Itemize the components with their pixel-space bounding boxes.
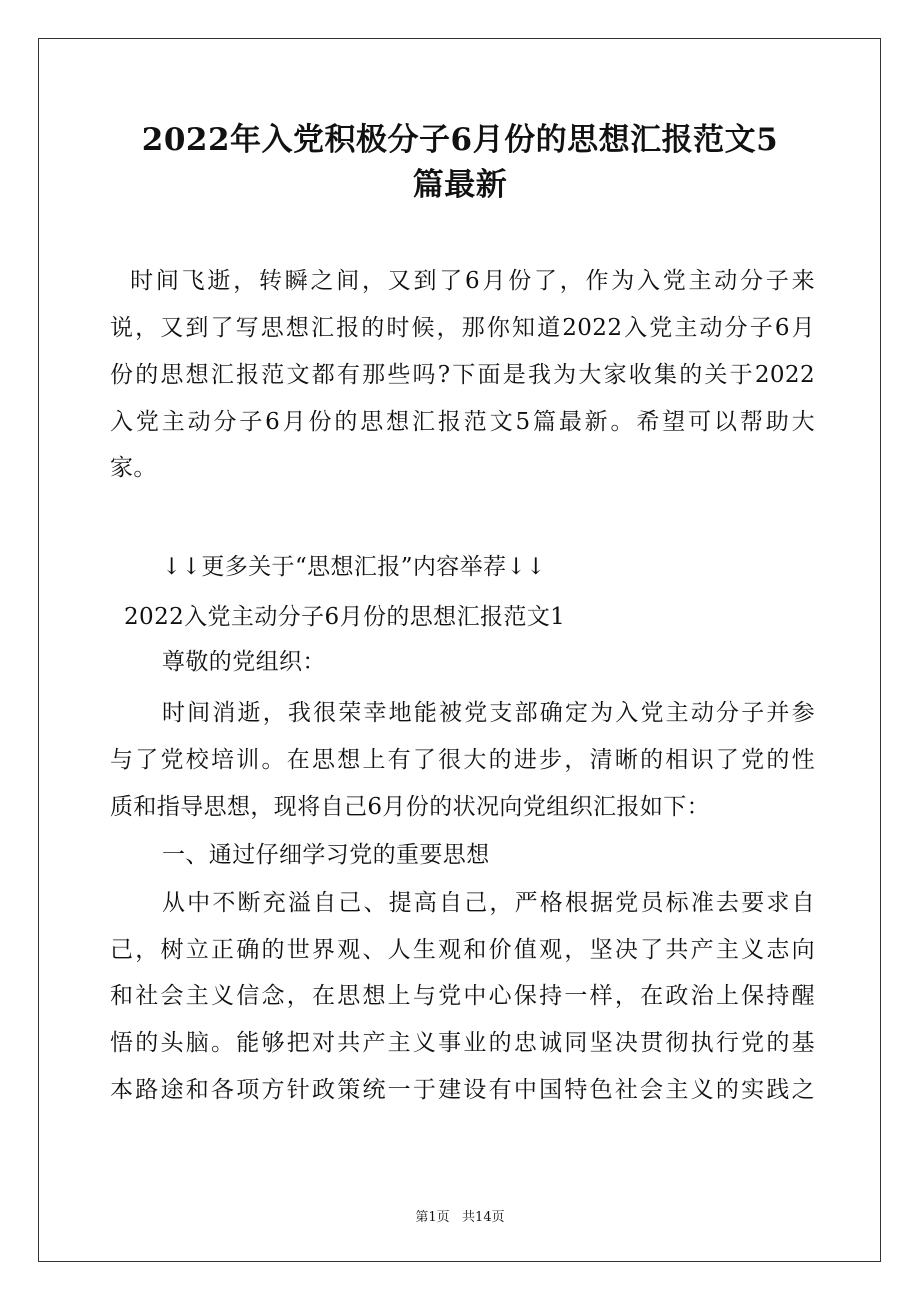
document-title-line-1: 2022年入党积极分子6月份的思想汇报范文5 [141, 122, 779, 158]
paragraph-line: 悟的头脑。能够把对共产主义事业的忠诚同坚决贯彻执行党的基 [110, 1030, 815, 1056]
paragraph-line: 与了党校培训。在思想上有了很大的进步，清晰的相识了党的性 [110, 747, 815, 773]
intro-line: 入党主动分子6月份的思想汇报范文5篇最新。希望可以帮助大 [110, 409, 815, 435]
intro-line: 家。 [110, 455, 157, 481]
intro-line: 份的思想汇报范文都有那些吗?下面是我为大家收集的关于2022 [110, 362, 815, 388]
section-heading: 一、通过仔细学习党的重要思想 [162, 842, 490, 868]
page-number: 第1页 共14页 [415, 1210, 505, 1225]
section-title: 2022入党主动分子6月份的思想汇报范文1 [124, 604, 566, 630]
intro-line: 说，又到了写思想汇报的时候，那你知道2022入党主动分子6月 [110, 315, 815, 341]
paragraph-line: 本路途和各项方针政策统一于建设有中国特色社会主义的实践之 [110, 1077, 815, 1103]
recommend-link[interactable]: ↓↓更多关于“思想汇报”内容举荐↓↓ [162, 554, 546, 580]
paragraph-line: 从中不断充溢自己、提高自己，严格根据党员标准去要求自 [162, 890, 815, 916]
paragraph-line: 时间消逝，我很荣幸地能被党支部确定为入党主动分子并参 [162, 700, 815, 726]
salutation: 尊敬的党组织： [162, 649, 326, 675]
intro-line: 时间飞逝，转瞬之间，又到了6月份了，作为入党主动分子来 [110, 268, 815, 294]
document-title-line-2: 篇最新 [412, 167, 508, 203]
paragraph-line: 和社会主义信念，在思想上与党中心保持一样，在政治上保持醒 [110, 983, 815, 1009]
paragraph-line: 质和指导思想，现将自己6月份的状况向党组织汇报如下： [110, 794, 711, 820]
paragraph-line: 己，树立正确的世界观、人生观和价值观，坚决了共产主义志向 [110, 937, 815, 963]
